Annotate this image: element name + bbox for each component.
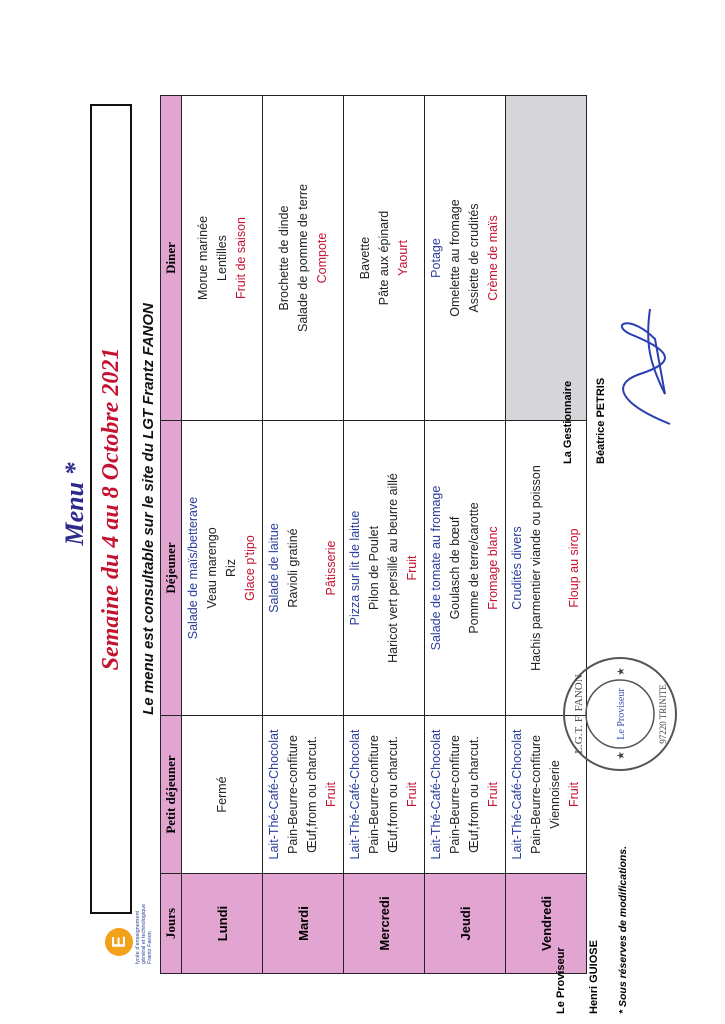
menu-item: Floup au sirop: [567, 528, 581, 608]
header-jours: Jours: [161, 874, 182, 974]
menu-item: Salade de pomme de terre: [295, 184, 310, 333]
dinner-cell: [425, 96, 506, 421]
table-row: [263, 96, 344, 974]
header-row: [161, 96, 182, 974]
menu-item: Salade de tomate au fromage: [429, 485, 443, 651]
week-banner: Semaine du 4 au 8 Octobre 2021: [90, 104, 132, 914]
day-cell: Lundi: [182, 874, 263, 974]
dinner-cell-empty: [506, 96, 587, 421]
stamp-top-text: L.G.T. F. FANON: [573, 674, 585, 754]
principal-name: Henri GUIOSE: [588, 940, 600, 1014]
footnote: * Sous réserves de modifications.: [617, 845, 629, 1014]
header-dejeuner: Déjeuner: [161, 421, 182, 716]
menu-item: Goulasch de bœuf: [448, 516, 462, 620]
menu-item: Lait-Thé-Café-Chocolat: [510, 729, 524, 860]
header-petit-dejeuner: Petit déjeuner: [161, 716, 182, 874]
menu-item: Œuf,from ou charcut.: [386, 736, 400, 853]
breakfast-cell: [182, 716, 263, 874]
menu-item: Bavette: [357, 236, 372, 280]
menu-item: Assiette de crudités: [467, 203, 481, 313]
page-title: Menu *: [60, 462, 89, 546]
menu-item: Lentilles: [214, 235, 229, 281]
principal-role: Le Proviseur: [555, 947, 567, 1014]
menu-item: Salade de laitue: [267, 523, 281, 613]
logo-text: lycée d'enseignement général et technologique Frantz Fanon: [135, 903, 153, 964]
official-stamp: [560, 654, 680, 774]
menu-item: Yaourt: [395, 240, 410, 276]
menu-item: Glace p'tipo: [243, 535, 257, 601]
menu-item: Pomme de terre/carotte: [467, 502, 481, 634]
menu-item: Haricot vert persillé au beurre aillé: [386, 473, 400, 663]
menu-item: Ravioli gratiné: [286, 528, 300, 608]
menu-item: Lait-Thé-Café-Chocolat: [429, 729, 443, 860]
menu-item: Brochette de dinde: [276, 205, 291, 311]
menu-item: Omelette au fromage: [448, 199, 462, 317]
menu-item: Riz: [224, 558, 238, 578]
star-icon: ★: [616, 667, 627, 676]
menu-item: Lait-Thé-Café-Chocolat: [348, 729, 362, 860]
menu-item: Fruit: [486, 782, 500, 807]
day-cell: Mercredi: [344, 874, 425, 974]
dinner-cell: [344, 96, 425, 421]
menu-item: Œuf,from ou charcut.: [467, 736, 481, 853]
breakfast-cell: [344, 716, 425, 874]
menu-item: Pain-Beurre-confiture: [448, 735, 462, 854]
menu-table: [160, 95, 587, 974]
table-row: [425, 96, 506, 974]
manager-name: Béatrice PETRIS: [595, 377, 607, 464]
menu-item: Pain-Beurre-confiture: [286, 735, 300, 854]
menu-item: Pizza sur lit de laitue: [348, 510, 362, 626]
menu-item: Fruit de saison: [233, 217, 248, 299]
menu-item: Viennoiserie: [548, 760, 562, 829]
menu-item: Salade de maïs/betterave: [186, 496, 200, 640]
menu-item: Pain-Beurre-confiture: [529, 735, 543, 854]
menu-item: Hachis parmentier viande ou poisson: [529, 465, 543, 671]
lunch-cell: [425, 421, 506, 716]
star-icon: ★: [616, 751, 627, 760]
table-row: [182, 96, 263, 974]
table-row: [344, 96, 425, 974]
lunch-cell: [182, 421, 263, 716]
menu-item: Potage: [429, 238, 443, 278]
menu-item: Fromage blanc: [486, 526, 500, 610]
website-note: Le menu est consultable sur le site du LGT Frantz FANON: [140, 303, 157, 715]
menu-item: Fruit: [405, 782, 419, 807]
lunch-cell: [263, 421, 344, 716]
lunch-cell: [344, 421, 425, 716]
stamp-bottom-text: 97220 TRINITE: [658, 684, 668, 744]
menu-item: Fruit: [324, 782, 338, 807]
menu-item: Veau marengo: [205, 527, 219, 609]
menu-item: Pilon de Poulet: [367, 525, 381, 611]
day-cell: Vendredi: [506, 874, 587, 974]
breakfast-cell: [263, 716, 344, 874]
dinner-cell: [263, 96, 344, 421]
dinner-cell: [182, 96, 263, 421]
menu-item: Œuf,from ou charcut.: [305, 736, 319, 853]
menu-item: Crème de maïs: [486, 215, 500, 301]
breakfast-cell: [425, 716, 506, 874]
menu-item: Pain-Beurre-confiture: [367, 735, 381, 854]
menu-item: Lait-Thé-Café-Chocolat: [267, 729, 281, 860]
day-cell: Jeudi: [425, 874, 506, 974]
stamp-middle-text: Le Proviseur: [616, 688, 627, 740]
manager-role: La Gestionnaire: [562, 380, 574, 464]
menu-item: Compote: [314, 232, 329, 284]
menu-item: Fruit: [405, 555, 419, 581]
table-row: [506, 96, 587, 974]
menu-item: Fruit: [567, 782, 581, 807]
menu-item: Crudités divers: [510, 526, 524, 610]
menu-item: Fermé: [214, 776, 229, 813]
logo-letter: E: [105, 928, 133, 956]
signature-icon: [600, 304, 690, 434]
day-cell: Mardi: [263, 874, 344, 974]
menu-item: [303, 423, 322, 713]
menu-item: Morue marinée: [195, 215, 210, 301]
header-diner: Diner: [161, 96, 182, 421]
menu-item: Pâtisserie: [324, 540, 338, 596]
menu-item: Pâte aux épinard: [376, 210, 391, 306]
